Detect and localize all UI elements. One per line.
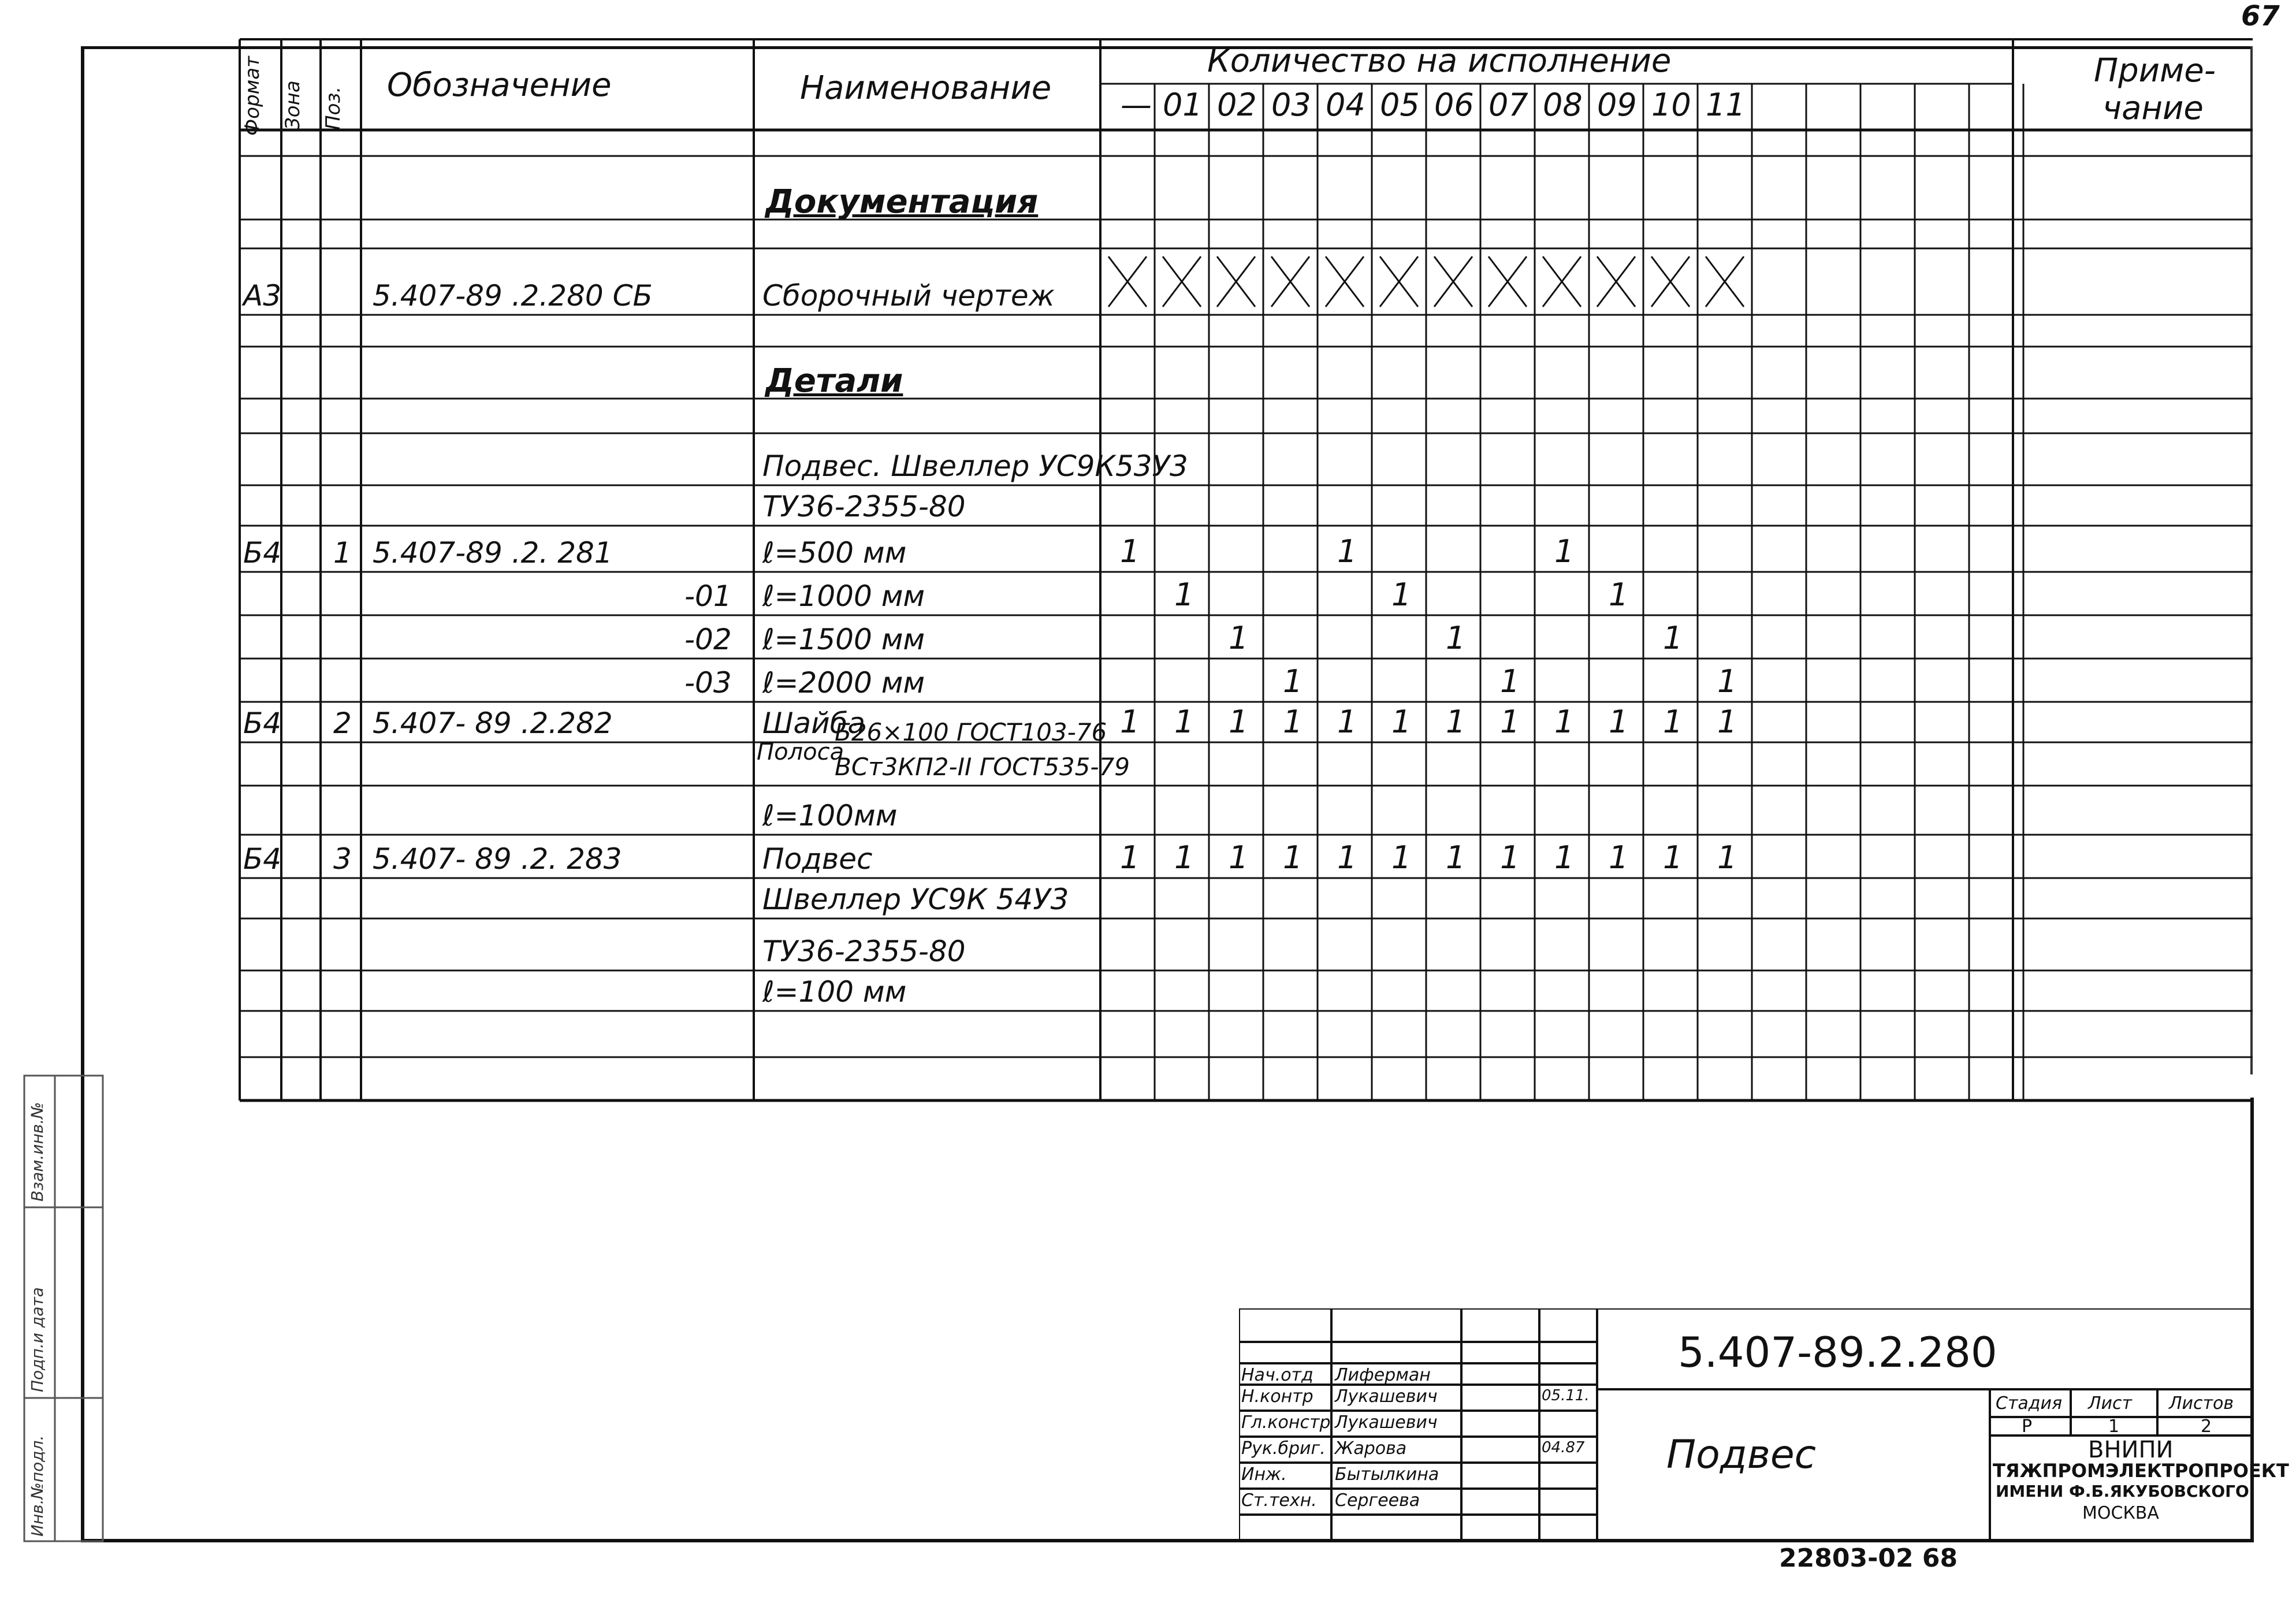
sig-role: Гл.констр [1241,1412,1331,1433]
sig-role: Рук.бриг. [1241,1438,1326,1459]
row-name: Швеллер УС9К 54У3 [762,883,1069,916]
qty-cell: 1 [1120,533,1140,570]
variant-header-08: 08 [1543,87,1583,123]
qty-cell: 1 [1500,663,1520,700]
stage-label: Стадия [1996,1393,2063,1414]
variant-header-10: 10 [1651,87,1691,123]
row-name: Детали [765,362,903,400]
qty-cell: 1 [1446,839,1466,876]
sig-name: Сергеева [1335,1490,1420,1511]
variant-header-09: 09 [1597,87,1637,123]
sig-name: Лукашевич [1335,1412,1438,1433]
header-pos: Поз. [322,86,345,130]
row-name: Подвес [762,842,873,876]
row-name: ℓ=1500 мм [762,623,925,656]
row-designation: -01 [684,579,732,613]
qty-cell: 1 [1337,533,1357,570]
variant-header-02: 02 [1217,87,1257,123]
sig-name: Лукашевич [1335,1386,1438,1407]
header-note-1: Приме- [2094,52,2216,90]
qty-cell: 1 [1283,663,1303,700]
sheet-label: Лист [2088,1393,2133,1414]
row-name-prefix: Полоса [757,739,844,765]
variant-header-03: 03 [1271,87,1311,123]
qty-cell: 1 [1500,704,1520,740]
stage-value: Р [2022,1416,2033,1437]
header-format: Формат [241,56,264,136]
header-qty-group: Количество на исполнение [1207,42,1672,80]
qty-cell: 1 [1446,620,1466,656]
row-name: Сборочный чертеж [762,279,1055,313]
title-block [1239,1308,2289,1539]
sig-name: Бытылкина [1335,1464,1439,1485]
qty-cell: 1 [1609,577,1629,613]
variant-header-07: 07 [1489,87,1528,123]
row-name-bottom: ВСт3КП2-II ГОСТ535-79 [835,753,1130,781]
row-format: Б4 [243,842,282,876]
header-name: Наименование [800,69,1052,107]
archive-number: 22803-02 68 [1779,1544,1958,1573]
sig-date: 05.11. [1542,1387,1590,1404]
page-number: 67 [2241,0,2280,32]
row-name: ℓ=100 мм [762,975,907,1009]
qty-cell: 1 [1717,663,1737,700]
doc-number: 5.407-89.2.280 [1678,1328,1997,1377]
row-format: Б4 [243,536,282,570]
header-designation: Обозначение [387,66,612,104]
qty-cell: 1 [1554,533,1575,570]
row-name: ℓ=100мм [762,799,898,832]
qty-cell: 1 [1609,839,1629,876]
row-name-top: Б26×100 ГОСТ103-76 [835,718,1107,746]
qty-cell: 1 [1337,839,1357,876]
side-stamp-inv: Инв.№подл. [28,1435,47,1537]
sig-role: Н.контр [1241,1386,1313,1407]
qty-cell: 1 [1391,839,1412,876]
sig-date: 04.87 [1542,1439,1585,1456]
qty-cell: 1 [1229,839,1249,876]
sig-name: Жарова [1335,1438,1407,1459]
row-position: 3 [333,842,352,876]
sheet-value: 1 [2108,1416,2120,1437]
doc-title: Подвес [1666,1432,1817,1478]
row-designation: -03 [684,666,732,700]
qty-cell: 1 [1174,577,1194,613]
row-name: Документация [765,183,1039,221]
row-position: 2 [333,706,352,740]
qty-cell: 1 [1663,839,1683,876]
org-line-1: ВНИПИ [2088,1437,2174,1463]
row-designation: 5.407-89 .2.280 СБ [373,279,653,313]
qty-cell: 1 [1337,704,1357,740]
qty-cell: 1 [1554,839,1575,876]
row-name: ℓ=500 мм [762,536,907,570]
sig-role: Ст.техн. [1241,1490,1317,1511]
qty-cell: 1 [1609,704,1629,740]
row-name: ℓ=2000 мм [762,666,925,700]
row-position: 1 [333,536,352,570]
qty-cell: 1 [1283,839,1303,876]
qty-cell: 1 [1120,839,1140,876]
qty-cell: 1 [1174,704,1194,740]
row-name: ТУ36-2355-80 [762,935,966,968]
row-name: Шайба [762,706,866,740]
variant-header-01: 01 [1163,87,1203,123]
variant-header-04: 04 [1326,87,1365,123]
side-stamp-replace: Взам.инв.№ [28,1102,47,1202]
org-line-3: ИМЕНИ Ф.Б.ЯКУБОВСКОГО [1996,1482,2249,1501]
sig-name: Лиферман [1335,1365,1431,1385]
row-designation: 5.407- 89 .2.282 [373,706,613,740]
sig-role: Нач.отд [1241,1365,1313,1385]
variant-header-base: — [1121,87,1152,123]
header-zone: Зона [281,80,304,130]
sheets-label: Листов [2169,1393,2234,1414]
qty-cell: 1 [1717,839,1737,876]
side-stamp-sign: Подп.и дата [28,1287,47,1392]
variant-header-06: 06 [1434,87,1474,123]
row-format: А3 [243,279,282,313]
qty-cell: 1 [1391,704,1412,740]
qty-cell: 1 [1283,704,1303,740]
qty-cell: 1 [1500,839,1520,876]
qty-cell: 1 [1120,704,1140,740]
sig-role: Инж. [1241,1464,1287,1485]
row-name: Подвес. Швеллер УС9К53У3 [762,449,1188,483]
qty-cell: 1 [1663,620,1683,656]
qty-cell: 1 [1717,704,1737,740]
qty-cell: 1 [1554,704,1575,740]
qty-cell: 1 [1446,704,1466,740]
header-note-2: чание [2103,90,2204,127]
qty-cell: 1 [1174,839,1194,876]
row-designation: 5.407- 89 .2. 283 [373,842,622,876]
qty-cell: 1 [1229,620,1249,656]
org-line-2: ТЯЖПРОМЭЛЕКТРОПРОЕКТ [1993,1460,2289,1482]
qty-cell: 1 [1391,577,1412,613]
org-line-4: МОСКВА [2082,1503,2159,1523]
variant-header-05: 05 [1380,87,1420,123]
qty-cell: 1 [1229,704,1249,740]
row-designation: -02 [684,623,732,656]
qty-cell: 1 [1663,704,1683,740]
row-designation: 5.407-89 .2. 281 [373,536,613,570]
sheets-value: 2 [2201,1416,2212,1437]
row-name: ТУ36-2355-80 [762,490,966,523]
side-stamp [23,1074,104,1542]
row-name: ℓ=1000 мм [762,579,925,613]
variant-header-11: 11 [1706,87,1746,123]
row-format: Б4 [243,706,282,740]
